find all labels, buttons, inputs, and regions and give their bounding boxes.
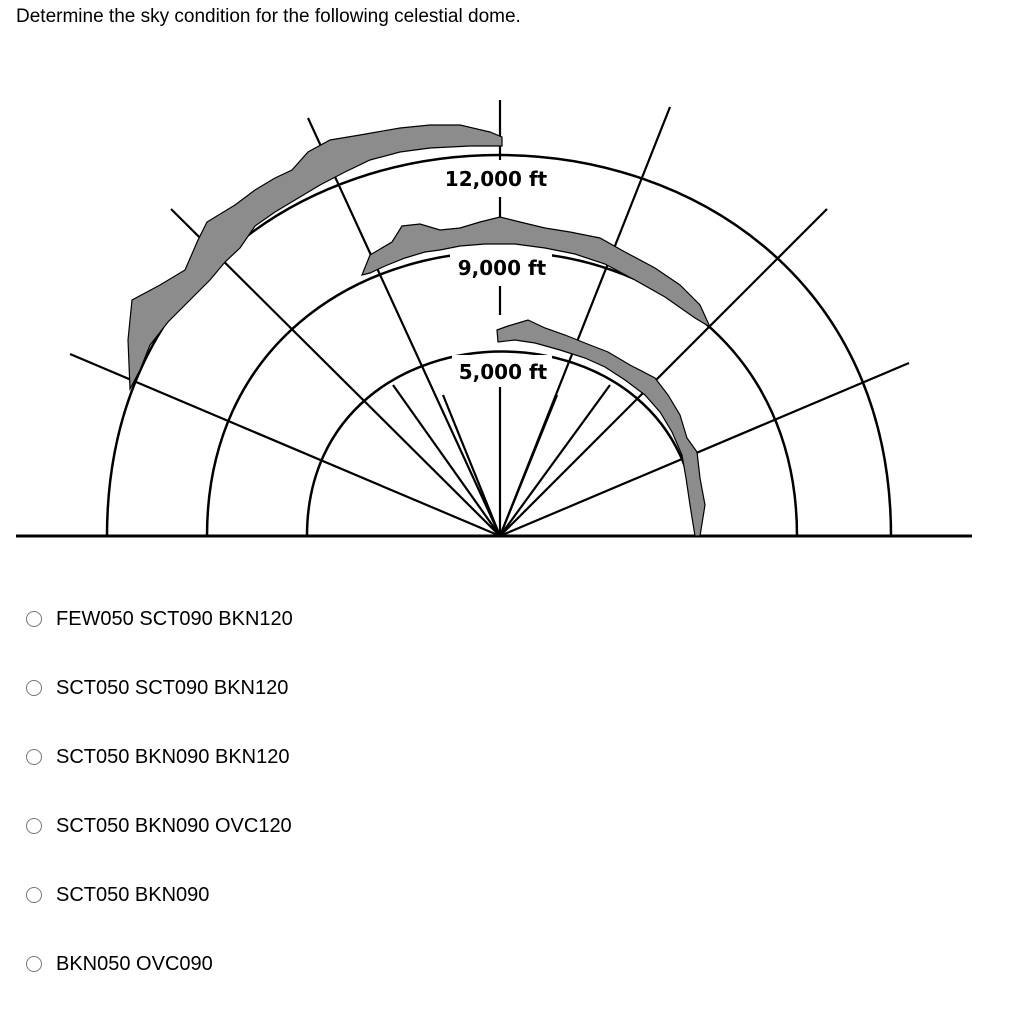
- answer-option[interactable]: [26, 811, 293, 841]
- radio-button[interactable]: [26, 818, 42, 834]
- question-text: Determine the sky condition for the following celestial dome.: [16, 6, 521, 27]
- dome-arc-middle: [207, 252, 797, 536]
- answer-option-label: SCT050 SCT090 BKN120: [56, 677, 289, 699]
- answer-option[interactable]: [26, 880, 293, 910]
- answer-options: [26, 604, 293, 1018]
- answer-option-label: SCT050 BKN090 OVC120: [56, 815, 292, 837]
- cloud-layers: [128, 125, 710, 536]
- altitude-label-9000: 9,000 ft: [457, 256, 547, 280]
- radio-button[interactable]: [26, 680, 42, 696]
- answer-option-label: BKN050 OVC090: [56, 953, 213, 975]
- answer-option[interactable]: [26, 673, 293, 703]
- answer-option-label: FEW050 SCT090 BKN120: [56, 608, 293, 630]
- radio-button[interactable]: [26, 611, 42, 627]
- radio-button[interactable]: [26, 749, 42, 765]
- answer-option[interactable]: [26, 742, 293, 772]
- answer-option-label: SCT050 BKN090 BKN120: [56, 746, 290, 768]
- answer-option[interactable]: [26, 604, 293, 634]
- radio-button[interactable]: [26, 956, 42, 972]
- radio-button[interactable]: [26, 887, 42, 903]
- answer-option-label: SCT050 BKN090: [56, 884, 210, 906]
- answer-option[interactable]: [26, 949, 293, 979]
- altitude-label-5000: 5,000 ft: [458, 360, 548, 384]
- altitude-label-12000: 12,000 ft: [444, 167, 548, 191]
